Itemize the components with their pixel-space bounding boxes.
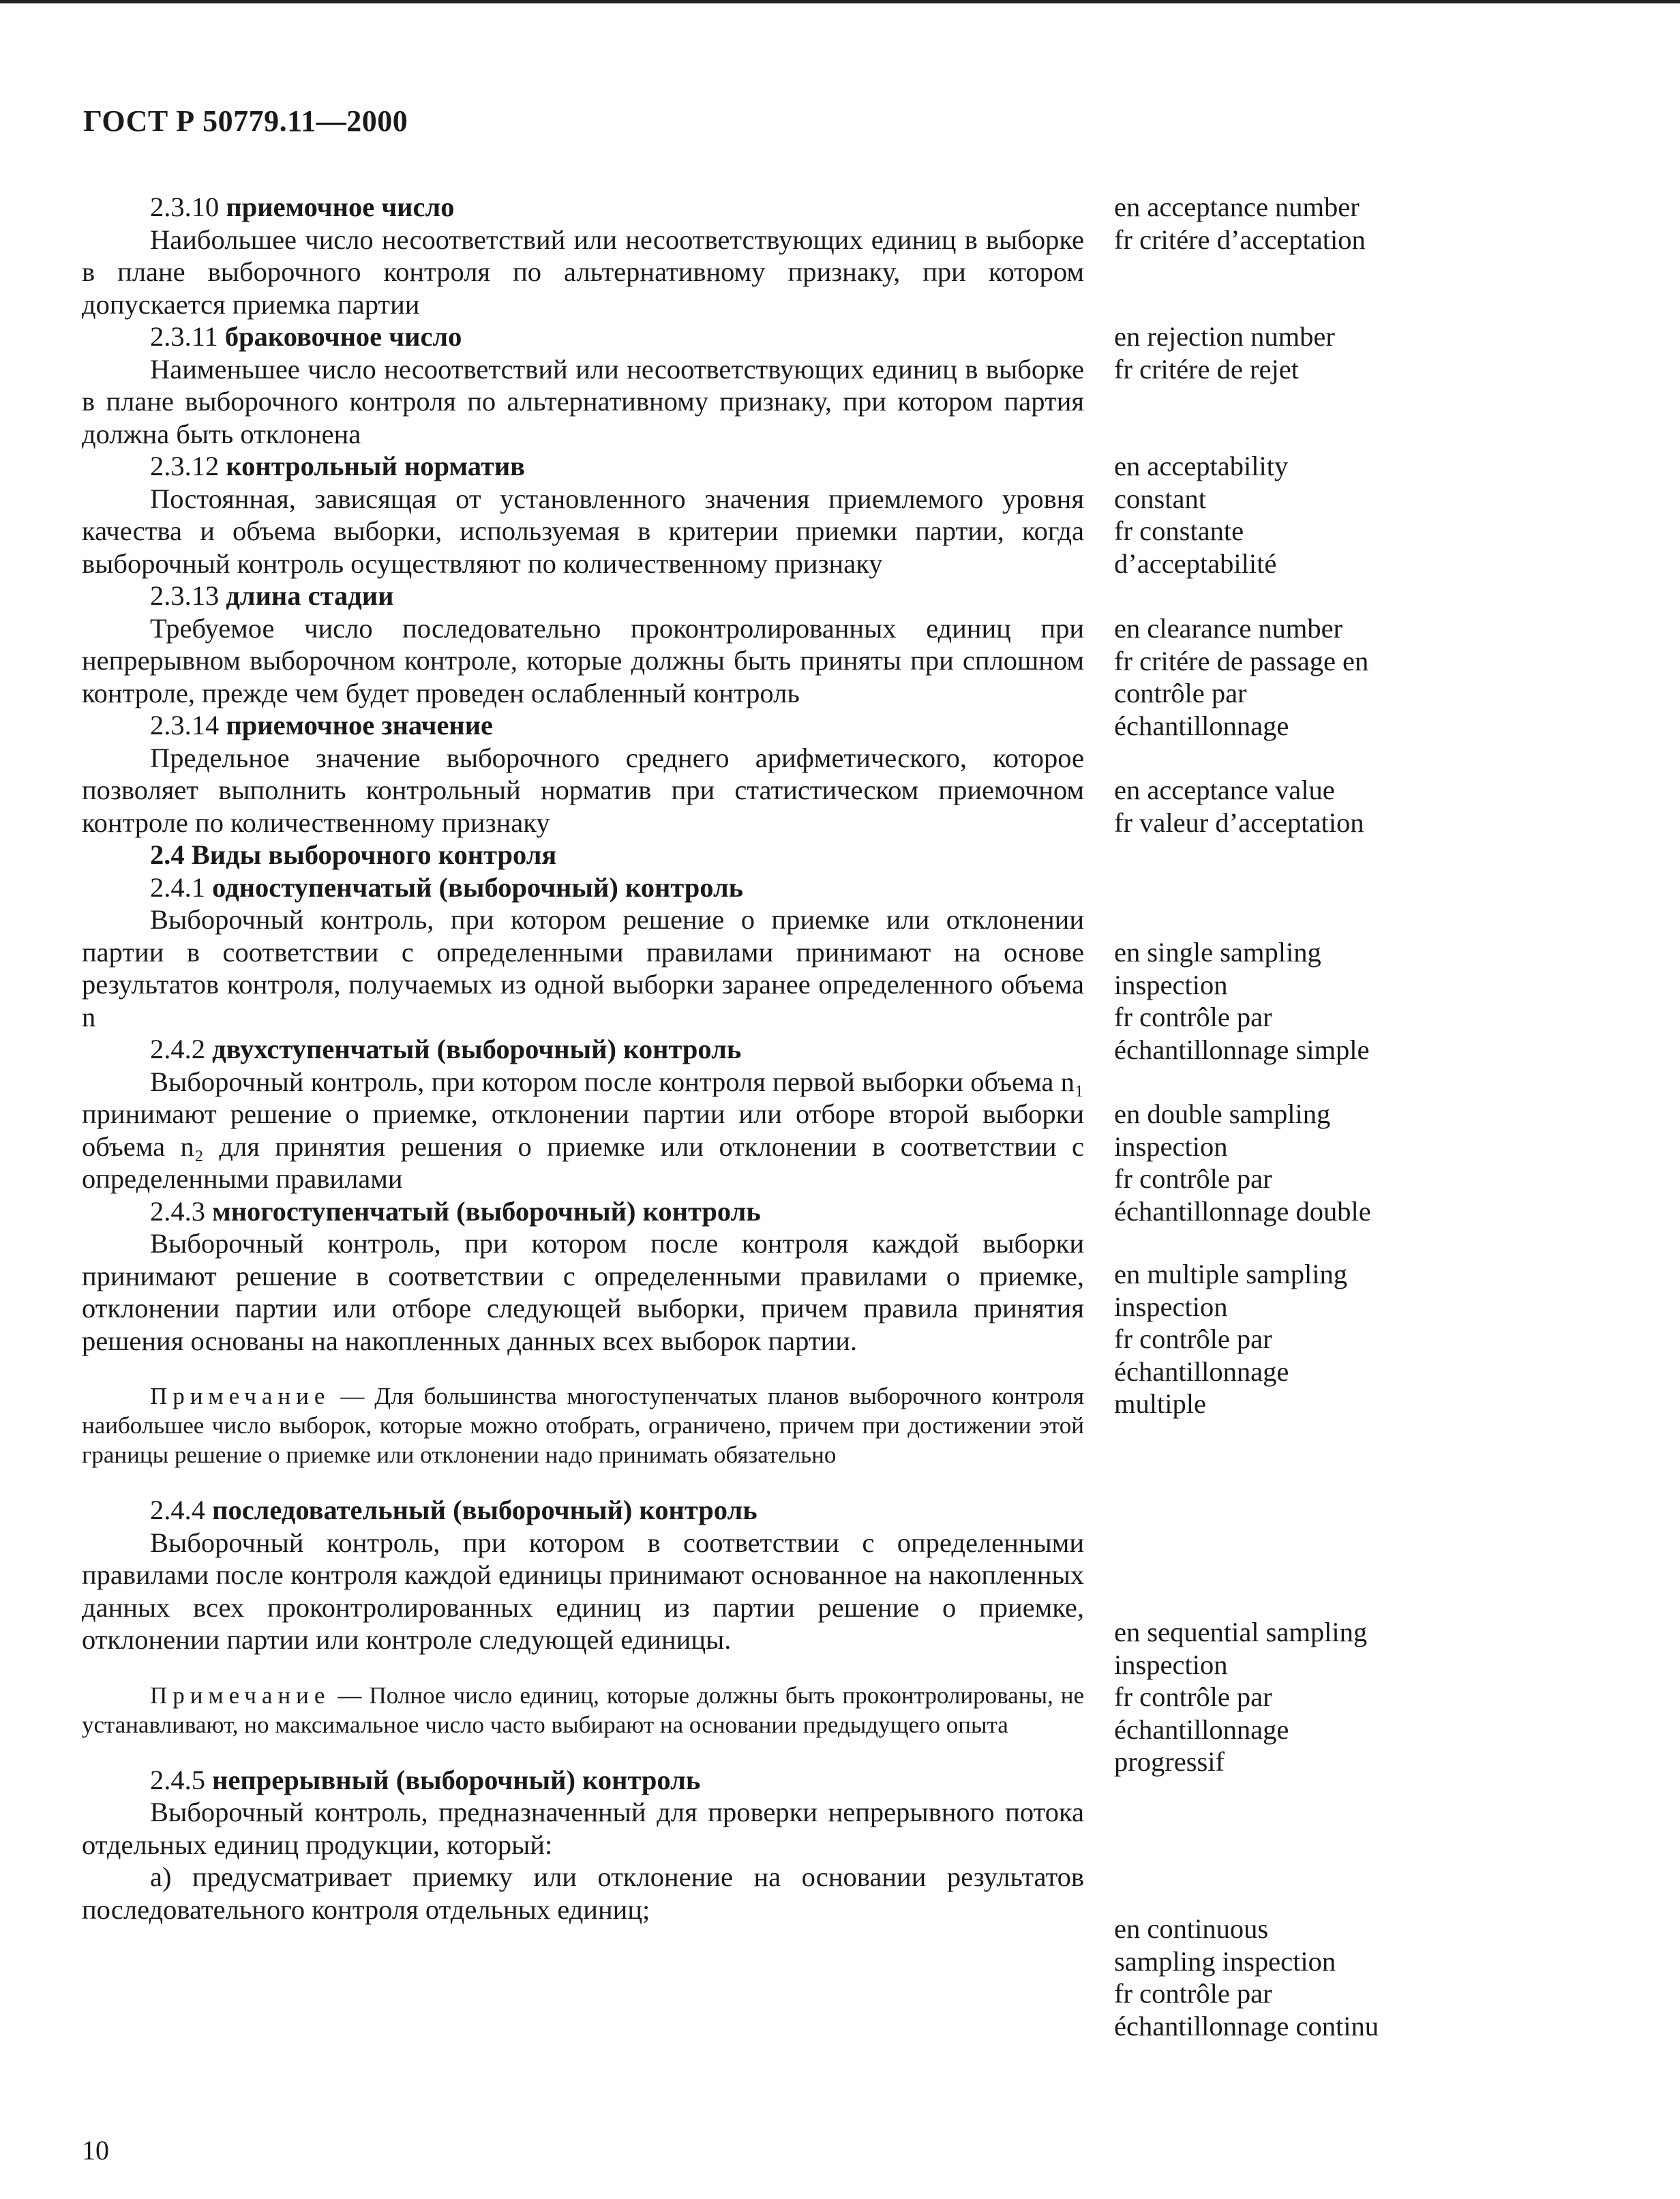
term-title: приемочное число bbox=[226, 192, 455, 222]
translation-line: contrôle par bbox=[1114, 678, 1247, 708]
term-number: 2.3.13 bbox=[150, 580, 220, 611]
translation-line: constant bbox=[1114, 483, 1206, 514]
entry-2-4-1 bbox=[82, 871, 1084, 1034]
term-title: приемочное значение bbox=[226, 710, 494, 741]
top-border-line bbox=[0, 0, 1680, 3]
term-number: 2.3.11 bbox=[150, 321, 218, 352]
translations-2-4-3 bbox=[1114, 1258, 1660, 1420]
term-definition: Выборочный контроль, при котором после контроля каждой выборки принимают решение в соответствии с определенными правилами о приемке, отклонении партии или отборе следующей выборки, причем правила принятия решения основаны на накопленных данных всех выборок партии. bbox=[82, 1228, 1084, 1356]
term-definition: Выборочный контроль, предназначенный для проверки непрерывного потока отдельных единиц продукции, который: bbox=[82, 1797, 1084, 1860]
term-number: 2.3.12 bbox=[150, 451, 220, 481]
translation-line: en acceptability bbox=[1114, 451, 1289, 481]
translation-line: en rejection number bbox=[1114, 321, 1335, 352]
translation-line: en acceptance value bbox=[1114, 775, 1335, 805]
term-definition: Выборочный контроль, при котором в соответствии с определенными правилами после контроля каждой единицы принимают основанное на накопленных данных всех проконтролированных единиц из партии решение о приемке, отклонении партии или контроле следующей единицы. bbox=[82, 1527, 1084, 1655]
term-definition: Выборочный контроль, при котором решение о приемке или отклонении партии в соответствии с определенными правилами принимают на основе результатов контроля, получаемых из одной выборки заранее определенного объема n bbox=[82, 904, 1084, 1032]
translations-2-3-12 bbox=[1114, 450, 1660, 580]
translation-line: fr critére de passage en bbox=[1114, 645, 1369, 676]
translation-line: inspection bbox=[1114, 1649, 1228, 1680]
term-title: многоступенчатый (выборочный) контроль bbox=[212, 1195, 761, 1227]
entry-2-3-14 bbox=[82, 709, 1084, 839]
translation-line: en sequential sampling bbox=[1114, 1617, 1368, 1647]
translations-2-4-2 bbox=[1114, 1098, 1660, 1227]
translations-2-4-4 bbox=[1114, 1616, 1660, 1778]
translation-line: inspection bbox=[1114, 969, 1228, 1000]
entry-2-3-10 bbox=[82, 191, 1084, 320]
translation-line: échantillonnage bbox=[1114, 1356, 1289, 1387]
translations-2-4-1 bbox=[1114, 936, 1660, 1066]
translations-2-3-10 bbox=[1114, 191, 1660, 256]
translation-line: fr contrôle par bbox=[1114, 1323, 1272, 1354]
entry-2-4-3 bbox=[82, 1195, 1084, 1470]
main-text-column bbox=[82, 191, 1084, 1926]
note-label: Примечание bbox=[150, 1383, 331, 1409]
entry-2-3-13 bbox=[82, 580, 1084, 709]
translation-line: échantillonnage continu bbox=[1114, 2010, 1379, 2041]
translation-line: inspection bbox=[1114, 1131, 1228, 1162]
term-definition: Предельное значение выборочного среднего арифметического, которое позволяет выполнить контрольный норматив при статистическом приемочном контроле по количественному признаку bbox=[82, 742, 1084, 838]
term-number: 2.4.3 bbox=[150, 1195, 205, 1227]
translation-line: inspection bbox=[1114, 1291, 1228, 1322]
term-definition: Наибольшее число несоответствий или несоответствующих единиц в выборке в плане выборочного контроля по альтернативному признаку, при котором допускается приемка партии bbox=[82, 224, 1084, 320]
entry-2-4-2 bbox=[82, 1033, 1084, 1195]
note-text: — Полное число единиц, которые должны быть проконтролированы, не устанавливают, но максимальное число часто выбирают на основании предыдущего опыта bbox=[82, 1681, 1084, 1738]
term-title: контрольный норматив bbox=[226, 451, 526, 481]
translation-line: fr valeur d’acceptation bbox=[1114, 807, 1364, 838]
translation-line: fr contrôle par bbox=[1114, 1978, 1272, 2009]
list-item-a: а) предусматривает приемку или отклонение на основании результатов последовательного контроля отдельных единиц; bbox=[82, 1861, 1084, 1925]
note-label: Примечание bbox=[150, 1681, 331, 1709]
entry-2-3-11 bbox=[82, 320, 1084, 450]
term-title: длина стадии bbox=[226, 580, 394, 611]
translation-line: en continuous bbox=[1114, 1913, 1269, 1944]
translation-line: échantillonnage double bbox=[1114, 1195, 1371, 1227]
translation-line: d’acceptabilité bbox=[1114, 548, 1277, 579]
term-number: 2.4.1 bbox=[150, 871, 205, 903]
translation-line: en double sampling bbox=[1114, 1098, 1331, 1129]
translation-line: fr constante bbox=[1114, 515, 1244, 546]
section-heading: 2.4 Виды выборочного контроля bbox=[150, 839, 557, 870]
note-text: — Для большинства многоступенчатых планов выборочного контроля наибольшее число выборок, которые можно отобрать, ограничено, причем при достижении этой границы решение о приемке или отклонении надо принимать обязательно bbox=[82, 1383, 1084, 1468]
translation-line: fr critére de rejet bbox=[1114, 353, 1299, 385]
translation-line: multiple bbox=[1114, 1388, 1206, 1419]
entry-2-4-5 bbox=[82, 1764, 1084, 1926]
translation-line: en clearance number bbox=[1114, 613, 1343, 644]
term-number: 2.3.14 bbox=[150, 710, 220, 741]
translations-2-3-13 bbox=[1114, 612, 1660, 742]
translation-line: échantillonnage simple bbox=[1114, 1034, 1370, 1065]
term-definition: Наименьшее число несоответствий или несоответствующих единиц в выборке в плане выборочного контроля по альтернативному признаку, при котором партия должна быть отклонена bbox=[82, 353, 1084, 449]
translation-line: fr contrôle par bbox=[1114, 1163, 1272, 1194]
translations-2-3-11 bbox=[1114, 320, 1660, 385]
translation-line: fr contrôle par bbox=[1114, 1681, 1272, 1712]
term-number: 2.4.5 bbox=[150, 1764, 205, 1795]
translation-line: progressif bbox=[1114, 1746, 1225, 1777]
translation-line: fr contrôle par bbox=[1114, 1002, 1272, 1032]
term-number: 2.4.4 bbox=[150, 1495, 205, 1525]
term-definition: Постоянная, зависящая от установленного значения приемлемого уровня качества и объема выборки, используемая в критерии приемки партии, когда выборочный контроль осуществляют по количественному признаку bbox=[82, 483, 1084, 579]
translations-2-3-14 bbox=[1114, 774, 1660, 839]
term-definition: Требуемое число последовательно проконтролированных единиц при непрерывном выборочном контроле, которые должны быть приняты при сплошном контроле, прежде чем будет проведен ослабленный контроль bbox=[82, 612, 1084, 708]
term-number: 2.4.2 bbox=[150, 1034, 205, 1064]
translation-line: en multiple sampling bbox=[1114, 1259, 1347, 1289]
term-title: одноступенчатый (выборочный) контроль bbox=[212, 871, 744, 903]
translations-2-4-5 bbox=[1114, 1913, 1660, 2042]
translation-line: échantillonnage bbox=[1114, 1714, 1289, 1745]
term-title: непрерывный (выборочный) контроль bbox=[212, 1764, 701, 1795]
term-number: 2.3.10 bbox=[150, 192, 220, 222]
term-title: последовательный (выборочный) контроль bbox=[212, 1495, 758, 1525]
translation-line: en acceptance number bbox=[1114, 192, 1360, 222]
translation-line: échantillonnage bbox=[1114, 710, 1289, 741]
entry-2-3-12 bbox=[82, 450, 1084, 580]
translation-line: sampling inspection bbox=[1114, 1945, 1336, 1977]
document-header: ГОСТ Р 50779.11—2000 bbox=[83, 104, 408, 138]
entry-2-4-4 bbox=[82, 1494, 1084, 1739]
note bbox=[82, 1681, 1084, 1739]
translation-line: en single sampling bbox=[1114, 937, 1321, 968]
translation-line: fr critére d’acceptation bbox=[1114, 224, 1366, 255]
page-number: 10 bbox=[82, 2135, 109, 2166]
term-title: двухступенчатый (выборочный) контроль bbox=[212, 1034, 742, 1064]
term-title: браковочное число bbox=[224, 321, 462, 352]
term-definition: Выборочный контроль, при котором после контроля первой выборки объема n₁ принимают решение о приемке, отклонении партии или отборе второй выборки объема n₂ для принятия решения о приемке или отклонении в соответствии с определенными правилами bbox=[82, 1066, 1084, 1194]
note bbox=[82, 1381, 1084, 1469]
